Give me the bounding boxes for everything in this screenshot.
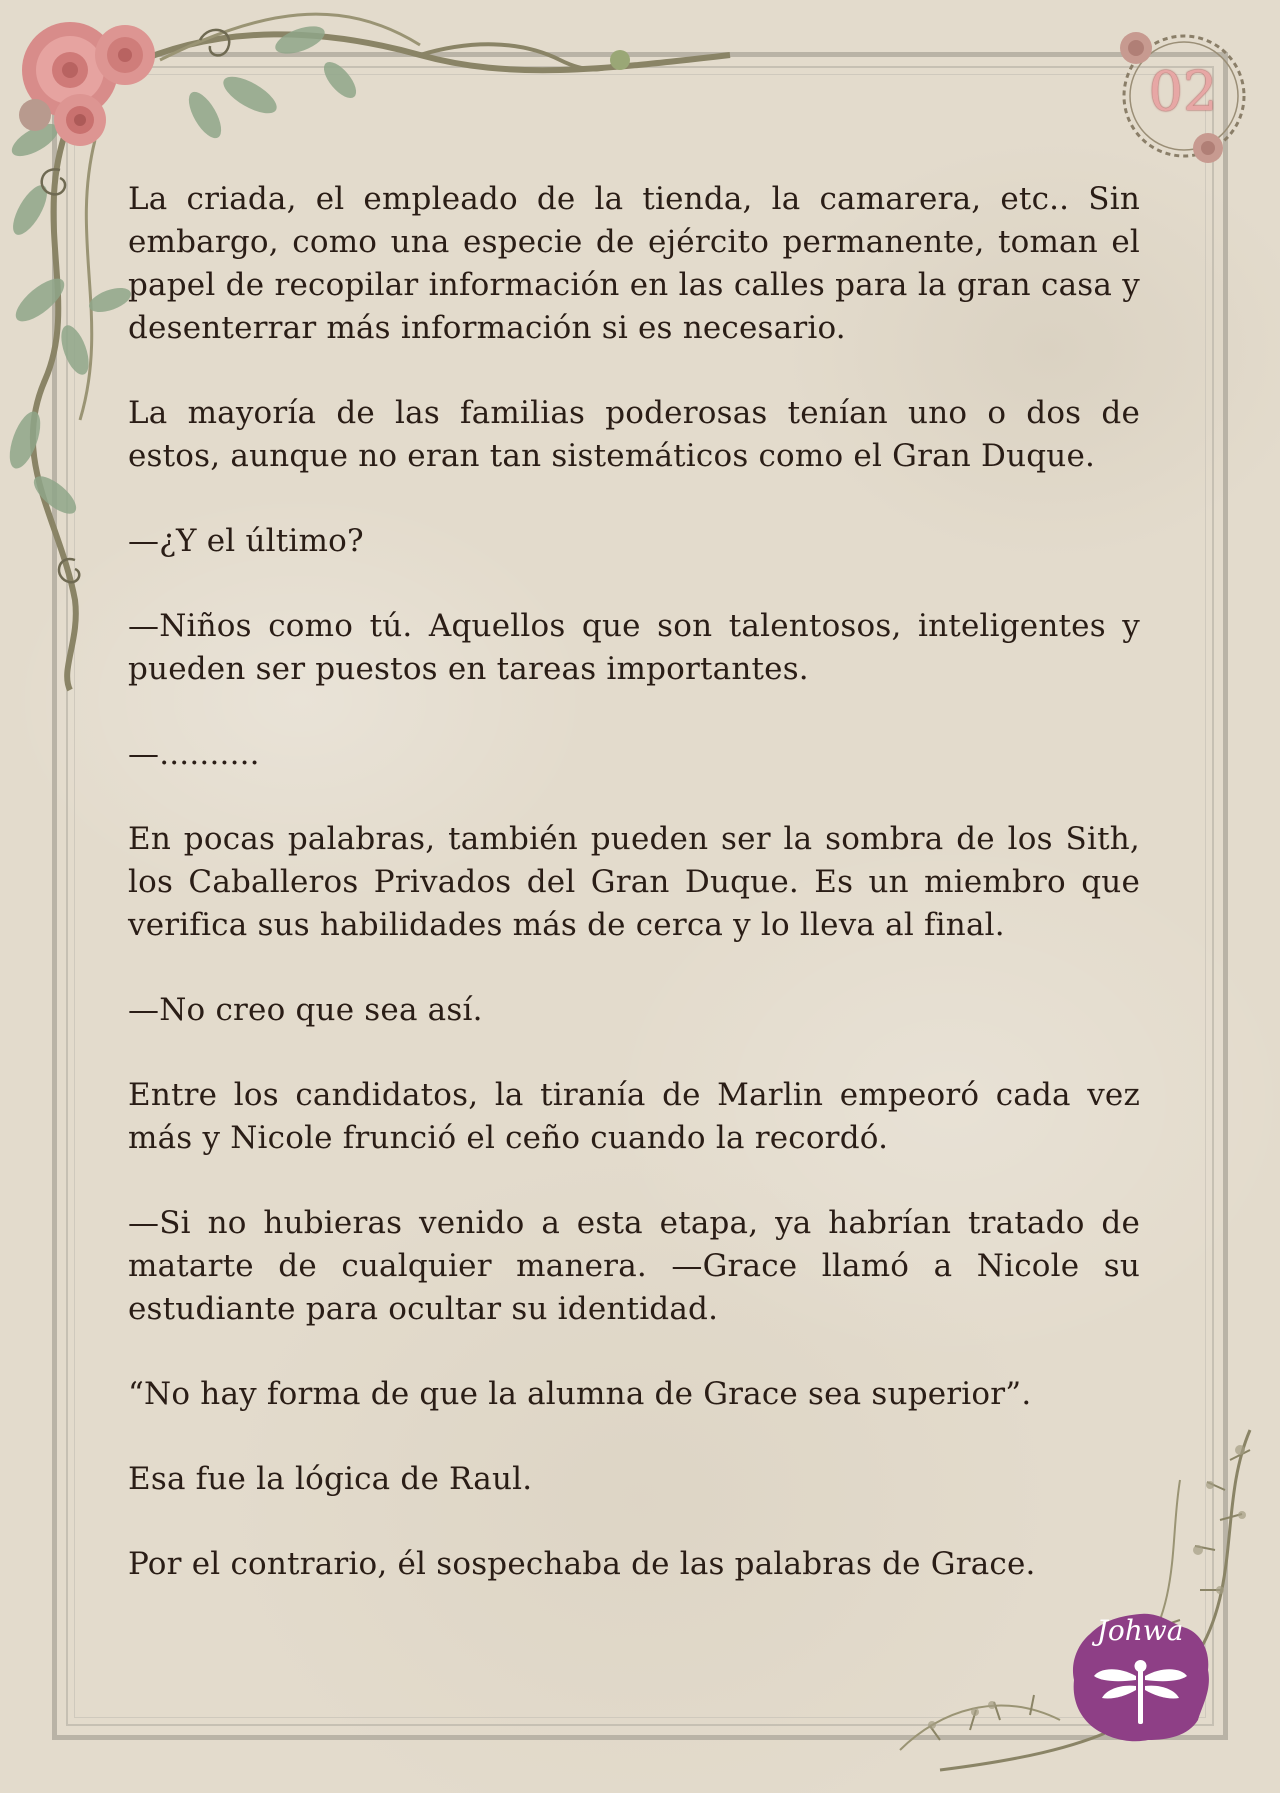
paragraph: La criada, el empleado de la tienda, la camarera, etc.. Sin embargo, como una especie de ejército permanente, toman el papel de recopilar información en las calles para la gran casa y desenterrar más información si es necesario. <box>128 181 1140 346</box>
paragraph: —Si no hubieras venido a esta etapa, ya habrían tratado de matarte de cualquier manera. —Grace llamó a Nicole su estudiante para ocultar su identidad. <box>128 1205 1140 1327</box>
paragraph: En pocas palabras, también pueden ser la sombra de los Sith, los Caballeros Privados del Gran Duque. Es un miembro que verifica sus habilidades más de cerca y lo lleva al final. <box>128 821 1140 943</box>
logo-text: Johwa <box>1096 1614 1184 1647</box>
paragraph: Esa fue la lógica de Raul. <box>128 1461 533 1497</box>
body-text <box>128 178 1140 1628</box>
paragraph: Por el contrario, él sospechaba de las palabras de Grace. <box>128 1546 1036 1582</box>
paragraph: —No creo que sea así. <box>128 992 483 1028</box>
paragraph: La mayoría de las familias poderosas tenían uno o dos de estos, aunque no eran tan sistemáticos como el Gran Duque. <box>128 395 1140 474</box>
paragraph: Entre los candidatos, la tiranía de Marlin empeoró cada vez más y Nicole frunció el ceño cuando la recordó. <box>128 1077 1140 1156</box>
paragraph: “No hay forma de que la alumna de Grace sea superior”. <box>128 1376 1032 1412</box>
paragraph: —Niños como tú. Aquellos que son talentosos, inteligentes y pueden ser puestos en tareas importantes. <box>128 608 1140 687</box>
page-number: 02 <box>1148 60 1218 123</box>
paragraph: —.......... <box>128 736 260 772</box>
paragraph: —¿Y el último? <box>128 523 364 559</box>
